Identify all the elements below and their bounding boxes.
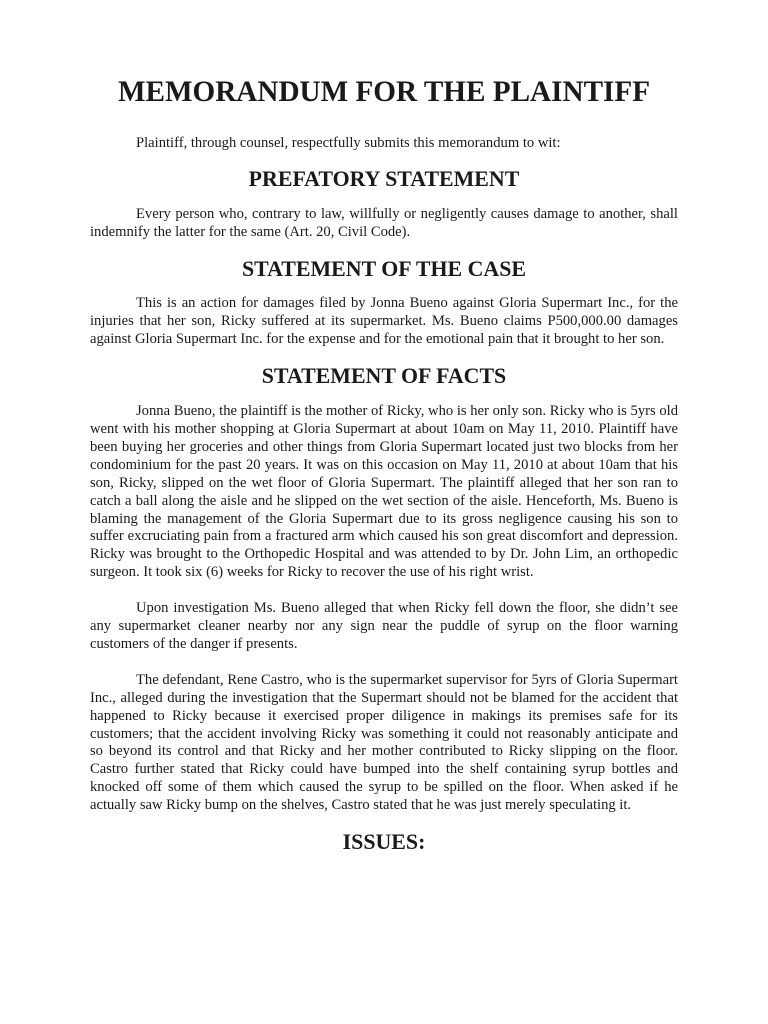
facts-paragraph-2: Upon investigation Ms. Bueno alleged that when Ricky fell down the floor, she didn’t see any supermarket cleaner nearby nor any sign near the puddle of syrup on the floor warning customers of the danger if presents. <box>90 600 678 652</box>
section-heading-statement-of-facts: STATEMENT OF FACTS <box>261 363 507 389</box>
facts-paragraph-1: Jonna Bueno, the plaintiff is the mother of Ricky, who is her only son. Ricky who is 5yrs old went with his mother shopping at Gloria Supermart at about 10am on May 11, 2010. Plaintiff have been buying her groceries and other things from Gloria Supermart located just two blocks from her condominium for the past 20 years. It was on this occasion on May 11, 2010 at about 10am that his son, Ricky, slipped on the wet floor of Gloria Supermart. The plaintiff alleged that her son ran to catch a ball along the aisle and he slipped on the wet section of the aisle. Henceforth, Ms. Bueno is blaming the management of the Gloria Supermart due to its gross negligence causing his son to suffer excruciating pain from a fractured arm which caused his son great discomfort and depression. Ricky was brought to the Orthopedic Hospital and was attended to by Dr. John Lim, an orthopedic surgeon. It took six (6) weeks for Ricky to recover the use of his right wrist. <box>90 403 678 581</box>
prefatory-statement-paragraph: Every person who, contrary to law, willfully or negligently causes damage to another, shall indemnify the latter for the same (Art. 20, Civil Code). <box>90 205 678 240</box>
section-heading-issues: ISSUES: <box>342 829 426 855</box>
document-title: MEMORANDUM FOR THE PLAINTIFF <box>117 76 651 108</box>
section-heading-prefatory-statement: PREFATORY STATEMENT <box>248 165 520 191</box>
intro-paragraph: Plaintiff, through counsel, respectfully submits this memorandum to wit: <box>136 134 561 151</box>
section-heading-statement-of-the-case: STATEMENT OF THE CASE <box>241 255 527 281</box>
memorandum-page <box>90 76 678 855</box>
statement-of-the-case-paragraph: This is an action for damages filed by Jonna Bueno against Gloria Supermart Inc., for the injuries that her son, Ricky suffered at its supermarket. Ms. Bueno claims P500,000.00 damages against Gloria Supermart Inc. for the expense and for the emotional pain that it brought to her son. <box>90 295 678 348</box>
facts-paragraph-3: The defendant, Rene Castro, who is the supermarket supervisor for 5yrs of Gloria Supermart Inc., alleged during the investigation that the Supermart should not be blamed for the accident that happened to Ricky because it exercised proper diligence in makings its premises safe for its customers; that the accident involving Ricky was something it could not reasonably anticipate and so beyond its control and that Ricky and her mother contributed to Ricky slipping on the floor. Castro further stated that Ricky could have bumped into the shelf containing syrup bottles and knocked off some of them which caused the syrup to be spilled on the floor. When asked if he actually saw Ricky bump on the shelves, Castro stated that he was just merely speculating it. <box>90 671 678 814</box>
